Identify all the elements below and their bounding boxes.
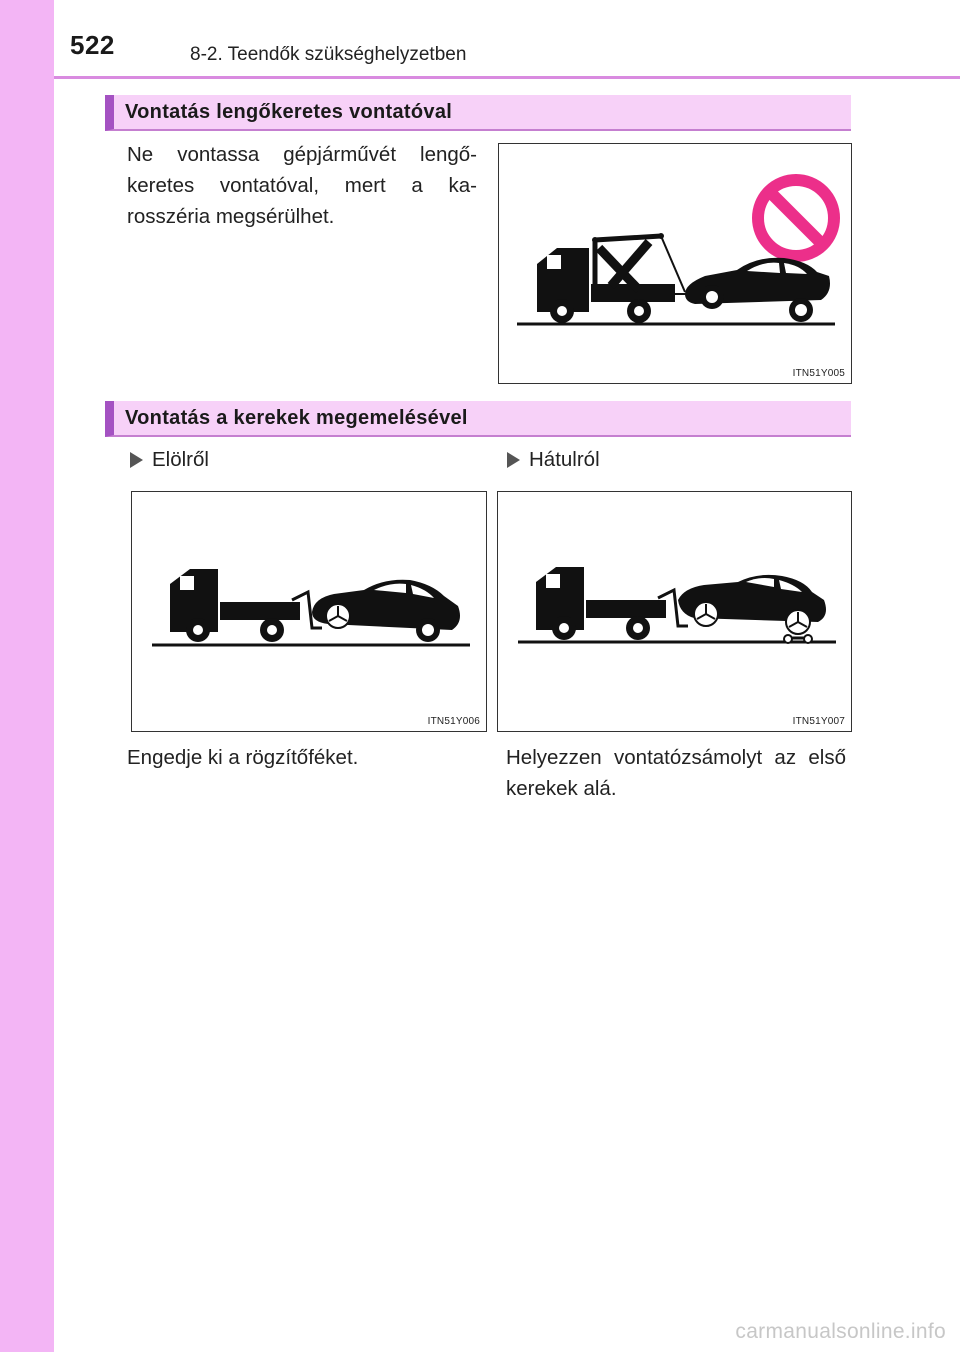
figure-code: ITN51Y006 bbox=[427, 716, 480, 727]
section-title: 8-2. Teendők szükséghelyzetben bbox=[190, 44, 467, 65]
header-rule bbox=[54, 76, 960, 79]
front-tow-illustration bbox=[132, 492, 488, 733]
bullet-arrow-icon bbox=[507, 452, 520, 468]
sling-tow-warning-text: Ne vontassa gépjárművét lengő-keretes vontatóval, mert a ka-rosszéria megsérülhet. bbox=[127, 143, 477, 228]
figure-code: ITN51Y007 bbox=[792, 716, 845, 727]
figure-tow-from-rear bbox=[497, 491, 852, 732]
caption-front: Engedje ki a rögzítőféket. bbox=[127, 746, 359, 769]
page-number: 522 bbox=[70, 30, 115, 60]
bullet-arrow-icon bbox=[130, 452, 143, 468]
figure-code: ITN51Y005 bbox=[792, 368, 845, 379]
figure-tow-from-front bbox=[131, 491, 487, 732]
section-heading-wheel-lift: Vontatás a kerekek megemelésével bbox=[105, 401, 851, 437]
rear-tow-illustration bbox=[498, 492, 853, 733]
prohibited-icon bbox=[758, 180, 834, 256]
figure-sling-tow bbox=[498, 143, 852, 384]
watermark: carmanualsonline.info bbox=[735, 1320, 946, 1343]
bullet-front-label: Elölről bbox=[152, 448, 209, 471]
bullet-rear bbox=[507, 448, 600, 472]
bullet-rear-label: Hátulról bbox=[529, 448, 600, 471]
bullet-front bbox=[130, 448, 209, 472]
caption-rear: Helyezzen vontatózsámolyt az első kerekek alá. bbox=[506, 746, 846, 800]
sling-tow-illustration bbox=[499, 144, 853, 385]
section-heading-sling-tow: Vontatás lengőkeretes vontatóval bbox=[105, 95, 851, 131]
side-color-band bbox=[0, 0, 54, 1352]
